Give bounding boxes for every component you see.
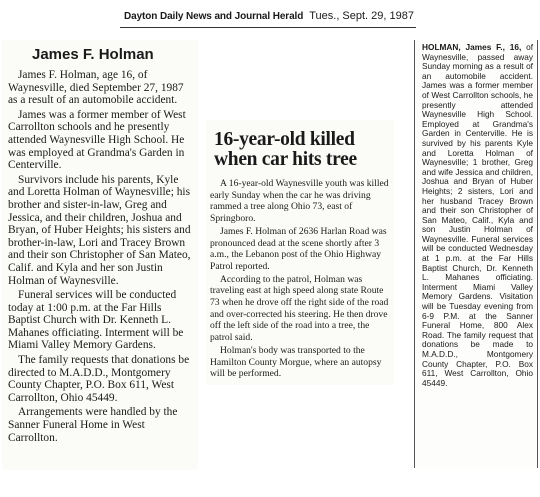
article-headline: 16-year-old killed when car hits tree xyxy=(214,129,357,170)
death-notice-text xyxy=(422,43,533,388)
news-article-clipping xyxy=(206,120,394,385)
article-paragraph: James F. Holman of 2636 Harlan Road was pronounced dead at the scene shortly after 3 a.m., the Lebanon post of the Ohio Highway Patrol reported. xyxy=(210,225,387,272)
death-notice-clipping xyxy=(414,40,538,468)
obituary-name: James F. Holman xyxy=(32,46,154,63)
obituary-paragraph: James was a former member of West Carrollton schools and he presently attended Waynesville High School. He was employed at Grandma's Garden in Centerville. xyxy=(8,108,186,172)
publication-date: Tues., Sept. 29, 1987 xyxy=(309,10,414,22)
obituary-paragraph: Arrangements were handled by the Sanner Funeral Home in West Carrollton. xyxy=(8,406,178,444)
death-notice-lead: HOLMAN, James F., 16, xyxy=(422,42,522,52)
death-notice-body: of Waynesville, passed away Sunday morning as a result of an automobile accident. James was a former member of West Carrollton schools, he presently attended Waynesville High School. Employed at Grandma's Garden in Centerville. He is survived by his parents Kyle and Loretta Holman of Waynesville; 1 brother, Greg and wife Jessica and children, Joshua and Bryan of Huber Heights; 2 sisters, Lori and her husband Tracey Brown and their son Christopher of San Mateo, Calif., Kyla and son Justin Holman of Waynesville. Funeral services will be conducted Wednesday at 1 p.m. at the Far Hills Baptist Church, Dr. Kenneth L. Mahanes officiating. Interment Miami Valley Memory Gardens. Visitation will be Tuesday evening from 6-9 P.M. at the Sanner Funeral Home, 800 Alex Road. The family request that donations be made to M.A.D.D., Montgomery County Chapter, P.O. Box 611, West Carrollton, Ohio 45449. xyxy=(422,42,533,388)
obituary-paragraph: The family requests that donations be directed to M.A.D.D., Montgomery County Chapter, P.O. Box 611, West Carrollton, Ohio 45449. xyxy=(8,354,190,404)
newspaper-masthead xyxy=(120,9,416,28)
article-paragraph: Holman's body was transported to the Hamilton County Morgue, where an autopsy will be performed. xyxy=(210,344,382,380)
obituary-clipping xyxy=(2,40,198,470)
obituary-paragraph: James F. Holman, age 16, of Waynesville, died September 27, 1987 as a result of an automobile accident. xyxy=(8,69,184,107)
newspaper-name: Dayton Daily News and Journal Herald xyxy=(124,11,304,22)
article-paragraph: A 16-year-old Waynesville youth was killed early Sunday when the car he was driving rammed a tree along Ohio 73, east of Springboro. xyxy=(210,178,389,225)
article-paragraph: According to the patrol, Holman was traveling east at high speed along state Route 73 when he drove off the right side of the road and over-corrected his steering. He then drove off the left side of the road into a tree, the patrol said. xyxy=(210,273,389,344)
obituary-paragraph: Survivors include his parents, Kyle and Loretta Holman of Waynesville; his brother and sister-in-law, Greg and Jessica, and their children, Joshua and Bryan, of Huber Heights; his sisters and brother-in-law, Lori and Tracey Brown and their son Christopher of San Mateo, Calif. and Kyla and her son Justin Holman of Waynesville. xyxy=(8,173,191,287)
obituary-paragraph: Funeral services will be conducted today at 1:00 p.m. at the Far Hills Baptist Church with Dr. Kenneth L. Mahanes officiating. Interment will be Miami Valley Memory Gardens. xyxy=(8,289,184,352)
